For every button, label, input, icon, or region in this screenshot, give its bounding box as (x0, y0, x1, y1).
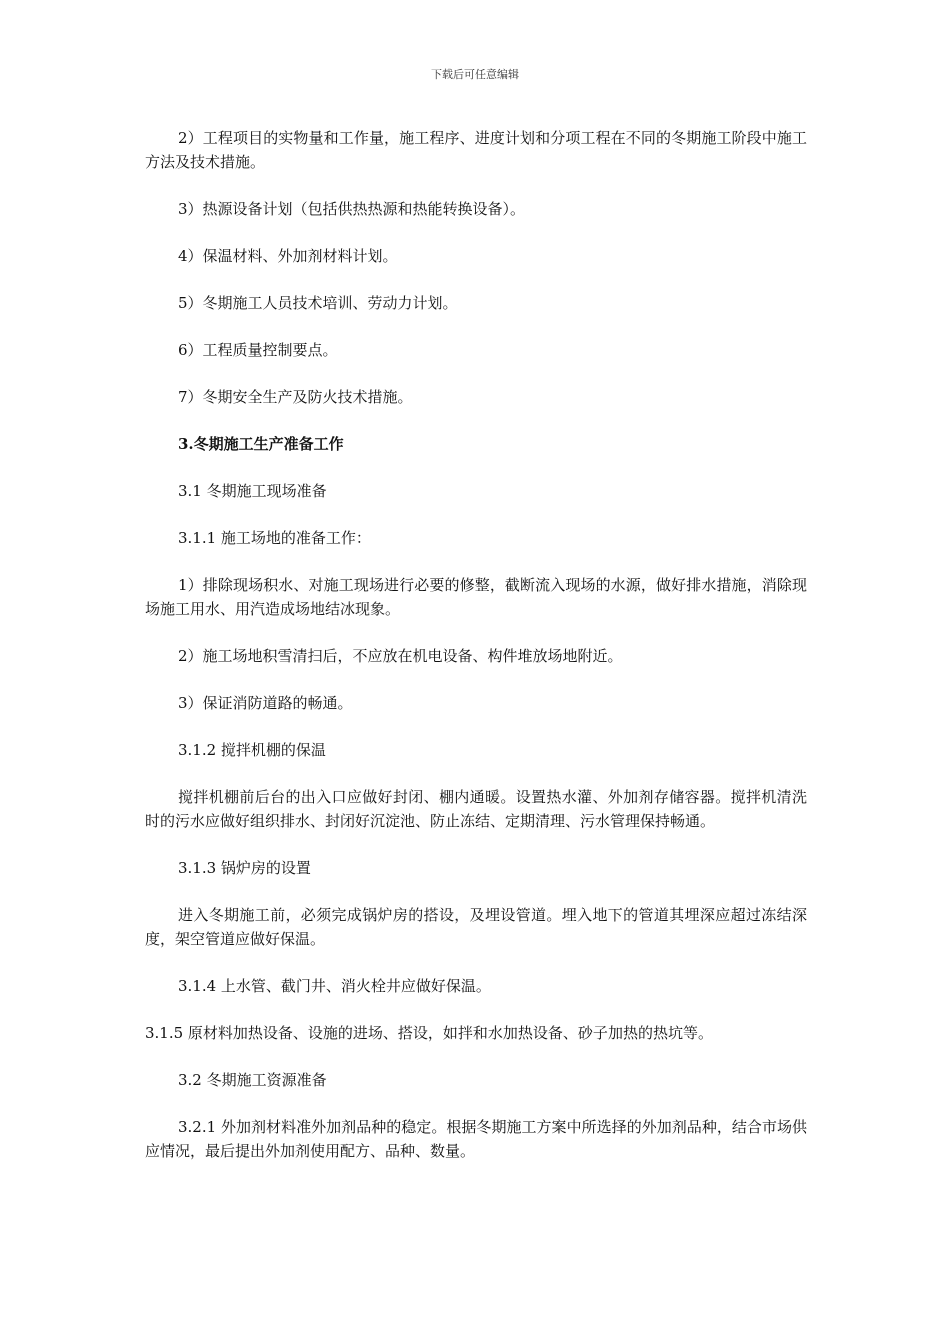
paragraph: 4）保温材料、外加剂材料计划。 (178, 247, 398, 265)
paragraph: 进入冬期施工前，必须完成锅炉房的搭设，及埋设管道。埋入地下的管道其埋深应超过冻结深度，架空管道应做好保温。 (145, 906, 807, 948)
subsection-heading: 3.1.1 施工场地的准备工作： (178, 529, 371, 547)
paragraph: 3）保证消防道路的畅通。 (178, 694, 353, 712)
paragraph: 搅拌机棚前后台的出入口应做好封闭、棚内通暖。设置热水灌、外加剂存储容器。搅拌机清洗时的污水应做好组织排水、封闭好沉淀池、防止冻结、定期清理、污水管理保持畅通。 (145, 788, 807, 830)
subsection-heading: 3.1.2 搅拌机棚的保温 (178, 741, 326, 759)
document-body (145, 126, 807, 1186)
page-header: 下载后可任意编辑 (431, 68, 519, 81)
section-heading: 3.冬期施工生产准备工作 (178, 435, 344, 453)
paragraph: 3.2.1 外加剂材料准外加剂品种的稳定。根据冬期施工方案中所选择的外加剂品种，结合市场供应情况，最后提出外加剂使用配方、品种、数量。 (145, 1118, 807, 1160)
paragraph: 3.1.5 原材料加热设备、设施的进场、搭设，如拌和水加热设备、砂子加热的热坑等。 (145, 1024, 713, 1042)
paragraph: 2）施工场地积雪清扫后，不应放在机电设备、构件堆放场地附近。 (178, 647, 623, 665)
paragraph: 2）工程项目的实物量和工作量，施工程序、进度计划和分项工程在不同的冬期施工阶段中施工方法及技术措施。 (145, 129, 807, 171)
paragraph: 7）冬期安全生产及防火技术措施。 (178, 388, 413, 406)
paragraph: 6）工程质量控制要点。 (178, 341, 338, 359)
subsection-heading: 3.1 冬期施工现场准备 (178, 482, 327, 500)
paragraph: 5）冬期施工人员技术培训、劳动力计划。 (178, 294, 458, 312)
paragraph: 3）热源设备计划（包括供热热源和热能转换设备）。 (178, 200, 526, 218)
paragraph: 3.1.4 上水管、截门井、消火栓井应做好保温。 (178, 977, 491, 995)
subsection-heading: 3.2 冬期施工资源准备 (178, 1071, 327, 1089)
subsection-heading: 3.1.3 锅炉房的设置 (178, 859, 311, 877)
paragraph: 1）排除现场积水、对施工现场进行必要的修整，截断流入现场的水源，做好排水措施，消除现场施工用水、用汽造成场地结冰现象。 (145, 576, 807, 618)
